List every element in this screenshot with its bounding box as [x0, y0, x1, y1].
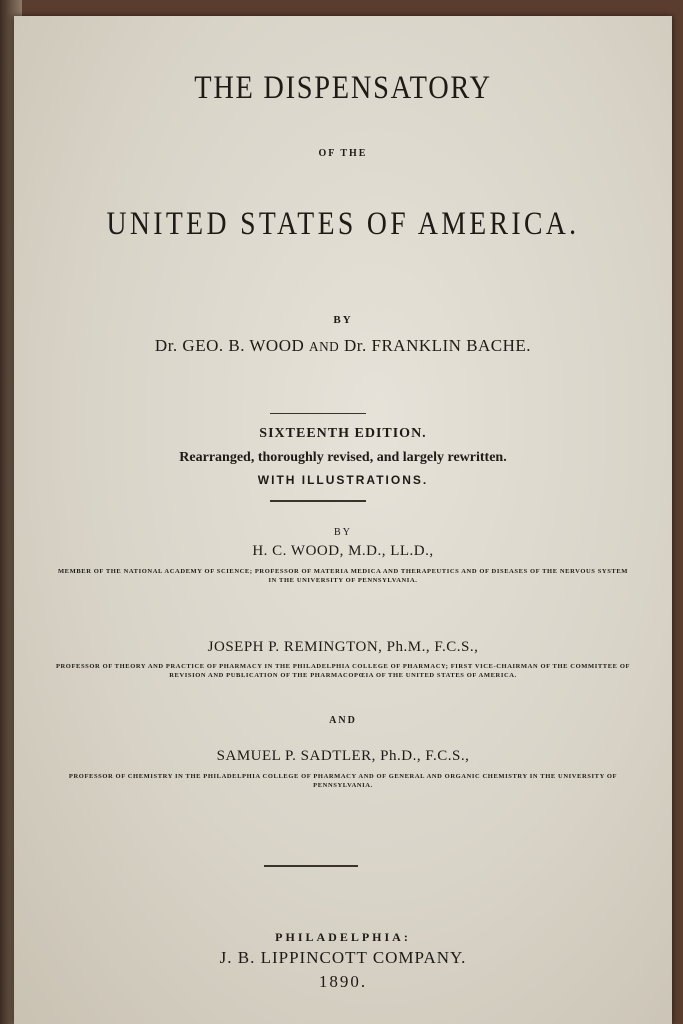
author-prefix-2: Dr.: [344, 336, 367, 355]
edition-label: SIXTEENTH EDITION.: [259, 426, 427, 441]
imprint-publisher: J. B. LIPPINCOTT COMPANY.: [219, 948, 467, 967]
title-page: [14, 16, 672, 1024]
authors-conjunction: AND: [309, 339, 340, 354]
editor-name: SAMUEL P. SADTLER, Ph.D., F.C.S.,: [216, 748, 470, 764]
editor-name: H. C. WOOD, M.D., LL.D.,: [252, 543, 434, 559]
book-subtitle: UNITED STATES OF AMERICA.: [106, 206, 580, 242]
author-name-2: FRANKLIN BACHE.: [371, 336, 532, 355]
by-label: BY: [334, 527, 352, 538]
divider-rule: [270, 500, 366, 502]
title-connector: OF THE: [318, 148, 368, 159]
original-authors: [14, 336, 672, 356]
editor-credentials: PROFESSOR OF THEORY AND PRACTICE OF PHARMACY IN THE PHILADELPHIA COLLEGE OF PHARMACY; FIRST VICE-CHAIRMAN OF THE COMMITTEE OF REVISION AND PUBLICATION OF THE PHARMACOPŒIA OF THE UNITED STATES OF AMERICA.: [55, 663, 631, 679]
editor-name: JOSEPH P. REMINGTON, Ph.M., F.C.S.,: [207, 639, 479, 655]
editor-credentials: MEMBER OF THE NATIONAL ACADEMY OF SCIENCE; PROFESSOR OF MATERIA MEDICA AND THERAPEUTICS AND OF DISEASES OF THE NERVOUS SYSTEM IN THE UNIVERSITY OF PENNSYLVANIA.: [57, 568, 629, 584]
divider-rule: [270, 413, 366, 414]
editors-conjunction: AND: [329, 715, 357, 726]
by-label: BY: [333, 314, 353, 326]
imprint-year: 1890.: [318, 972, 368, 991]
divider-rule: [264, 865, 358, 867]
author-name-1: GEO. B. WOOD: [182, 336, 305, 355]
revision-note: Rearranged, thoroughly revised, and largely rewritten.: [179, 450, 507, 465]
imprint-city: PHILADELPHIA:: [275, 930, 411, 944]
author-prefix-1: Dr.: [154, 336, 178, 355]
illustrations-note: WITH ILLUSTRATIONS.: [257, 473, 429, 487]
editor-credentials: PROFESSOR OF CHEMISTRY IN THE PHILADELPHIA COLLEGE OF PHARMACY AND OF GENERAL AND ORGANIC CHEMISTRY IN THE UNIVERSITY OF PENNSYLVANIA.: [68, 773, 618, 789]
book-title: THE DISPENSATORY: [194, 70, 492, 106]
